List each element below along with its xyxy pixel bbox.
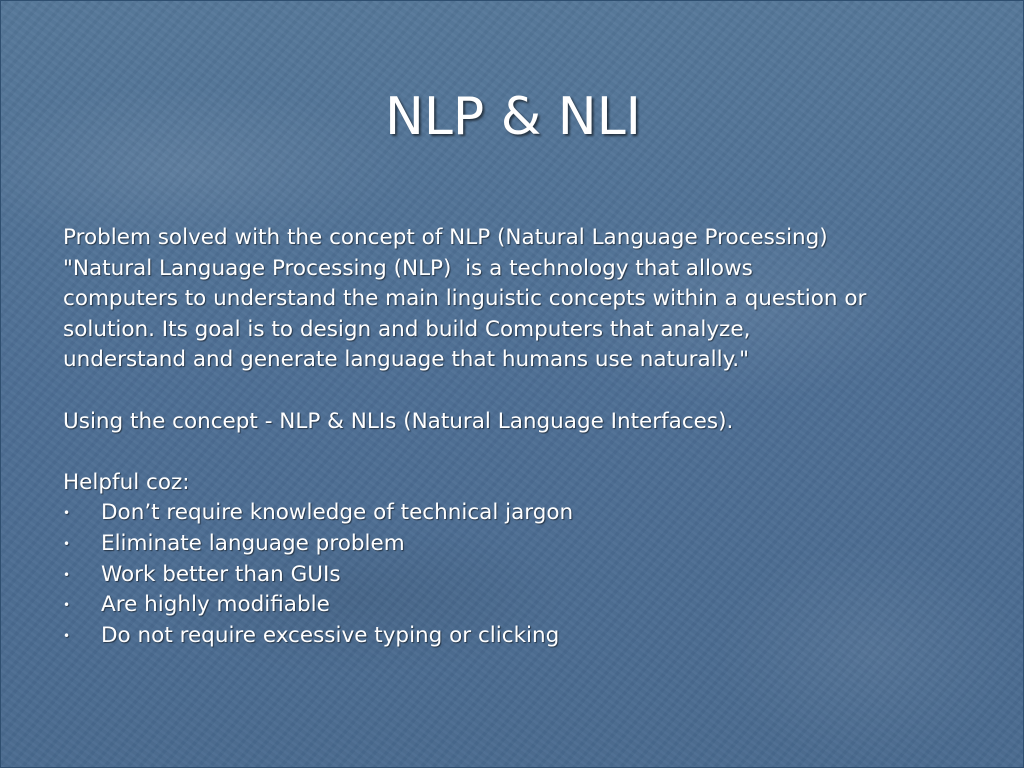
list-item-text: Eliminate language problem — [101, 530, 405, 556]
intro-line: computers to understand the main linguistic concepts within a question or — [63, 286, 867, 312]
list-item-text: Do not require excessive typing or clicking — [101, 622, 560, 648]
list-item — [63, 590, 963, 621]
intro-line: Problem solved with the concept of NLP (Natural Language Processing) — [63, 225, 828, 250]
benefits-list — [63, 498, 963, 651]
list-item-text: Are highly modifiable — [101, 592, 330, 618]
list-item — [63, 560, 963, 591]
bullet-icon: • — [63, 506, 71, 521]
spacer — [63, 437, 963, 468]
list-item — [63, 621, 963, 652]
intro-line: understand and generate language that humans use naturally." — [63, 347, 749, 373]
bullet-icon: • — [63, 598, 71, 613]
slide-body — [63, 223, 963, 651]
intro-paragraph — [63, 223, 963, 376]
intro-line: solution. Its goal is to design and build Computers that analyze, — [63, 316, 751, 342]
helpful-heading: Helpful coz: — [63, 469, 190, 495]
spacer — [63, 376, 963, 407]
list-item-text: Work better than GUIs — [101, 561, 341, 587]
bullet-icon: • — [63, 536, 71, 551]
intro-line: "Natural Language Processing (NLP) is a technology that allows — [63, 255, 753, 281]
list-item — [63, 498, 963, 529]
concept-paragraph: Using the concept - NLP & NLIs (Natural Language Interfaces). — [63, 408, 734, 434]
bullet-icon: • — [63, 567, 71, 582]
list-item-text: Don’t require knowledge of technical jargon — [101, 500, 574, 526]
slide-title: NLP & NLI — [384, 87, 642, 147]
bullet-icon: • — [63, 628, 71, 643]
list-item — [63, 529, 963, 560]
